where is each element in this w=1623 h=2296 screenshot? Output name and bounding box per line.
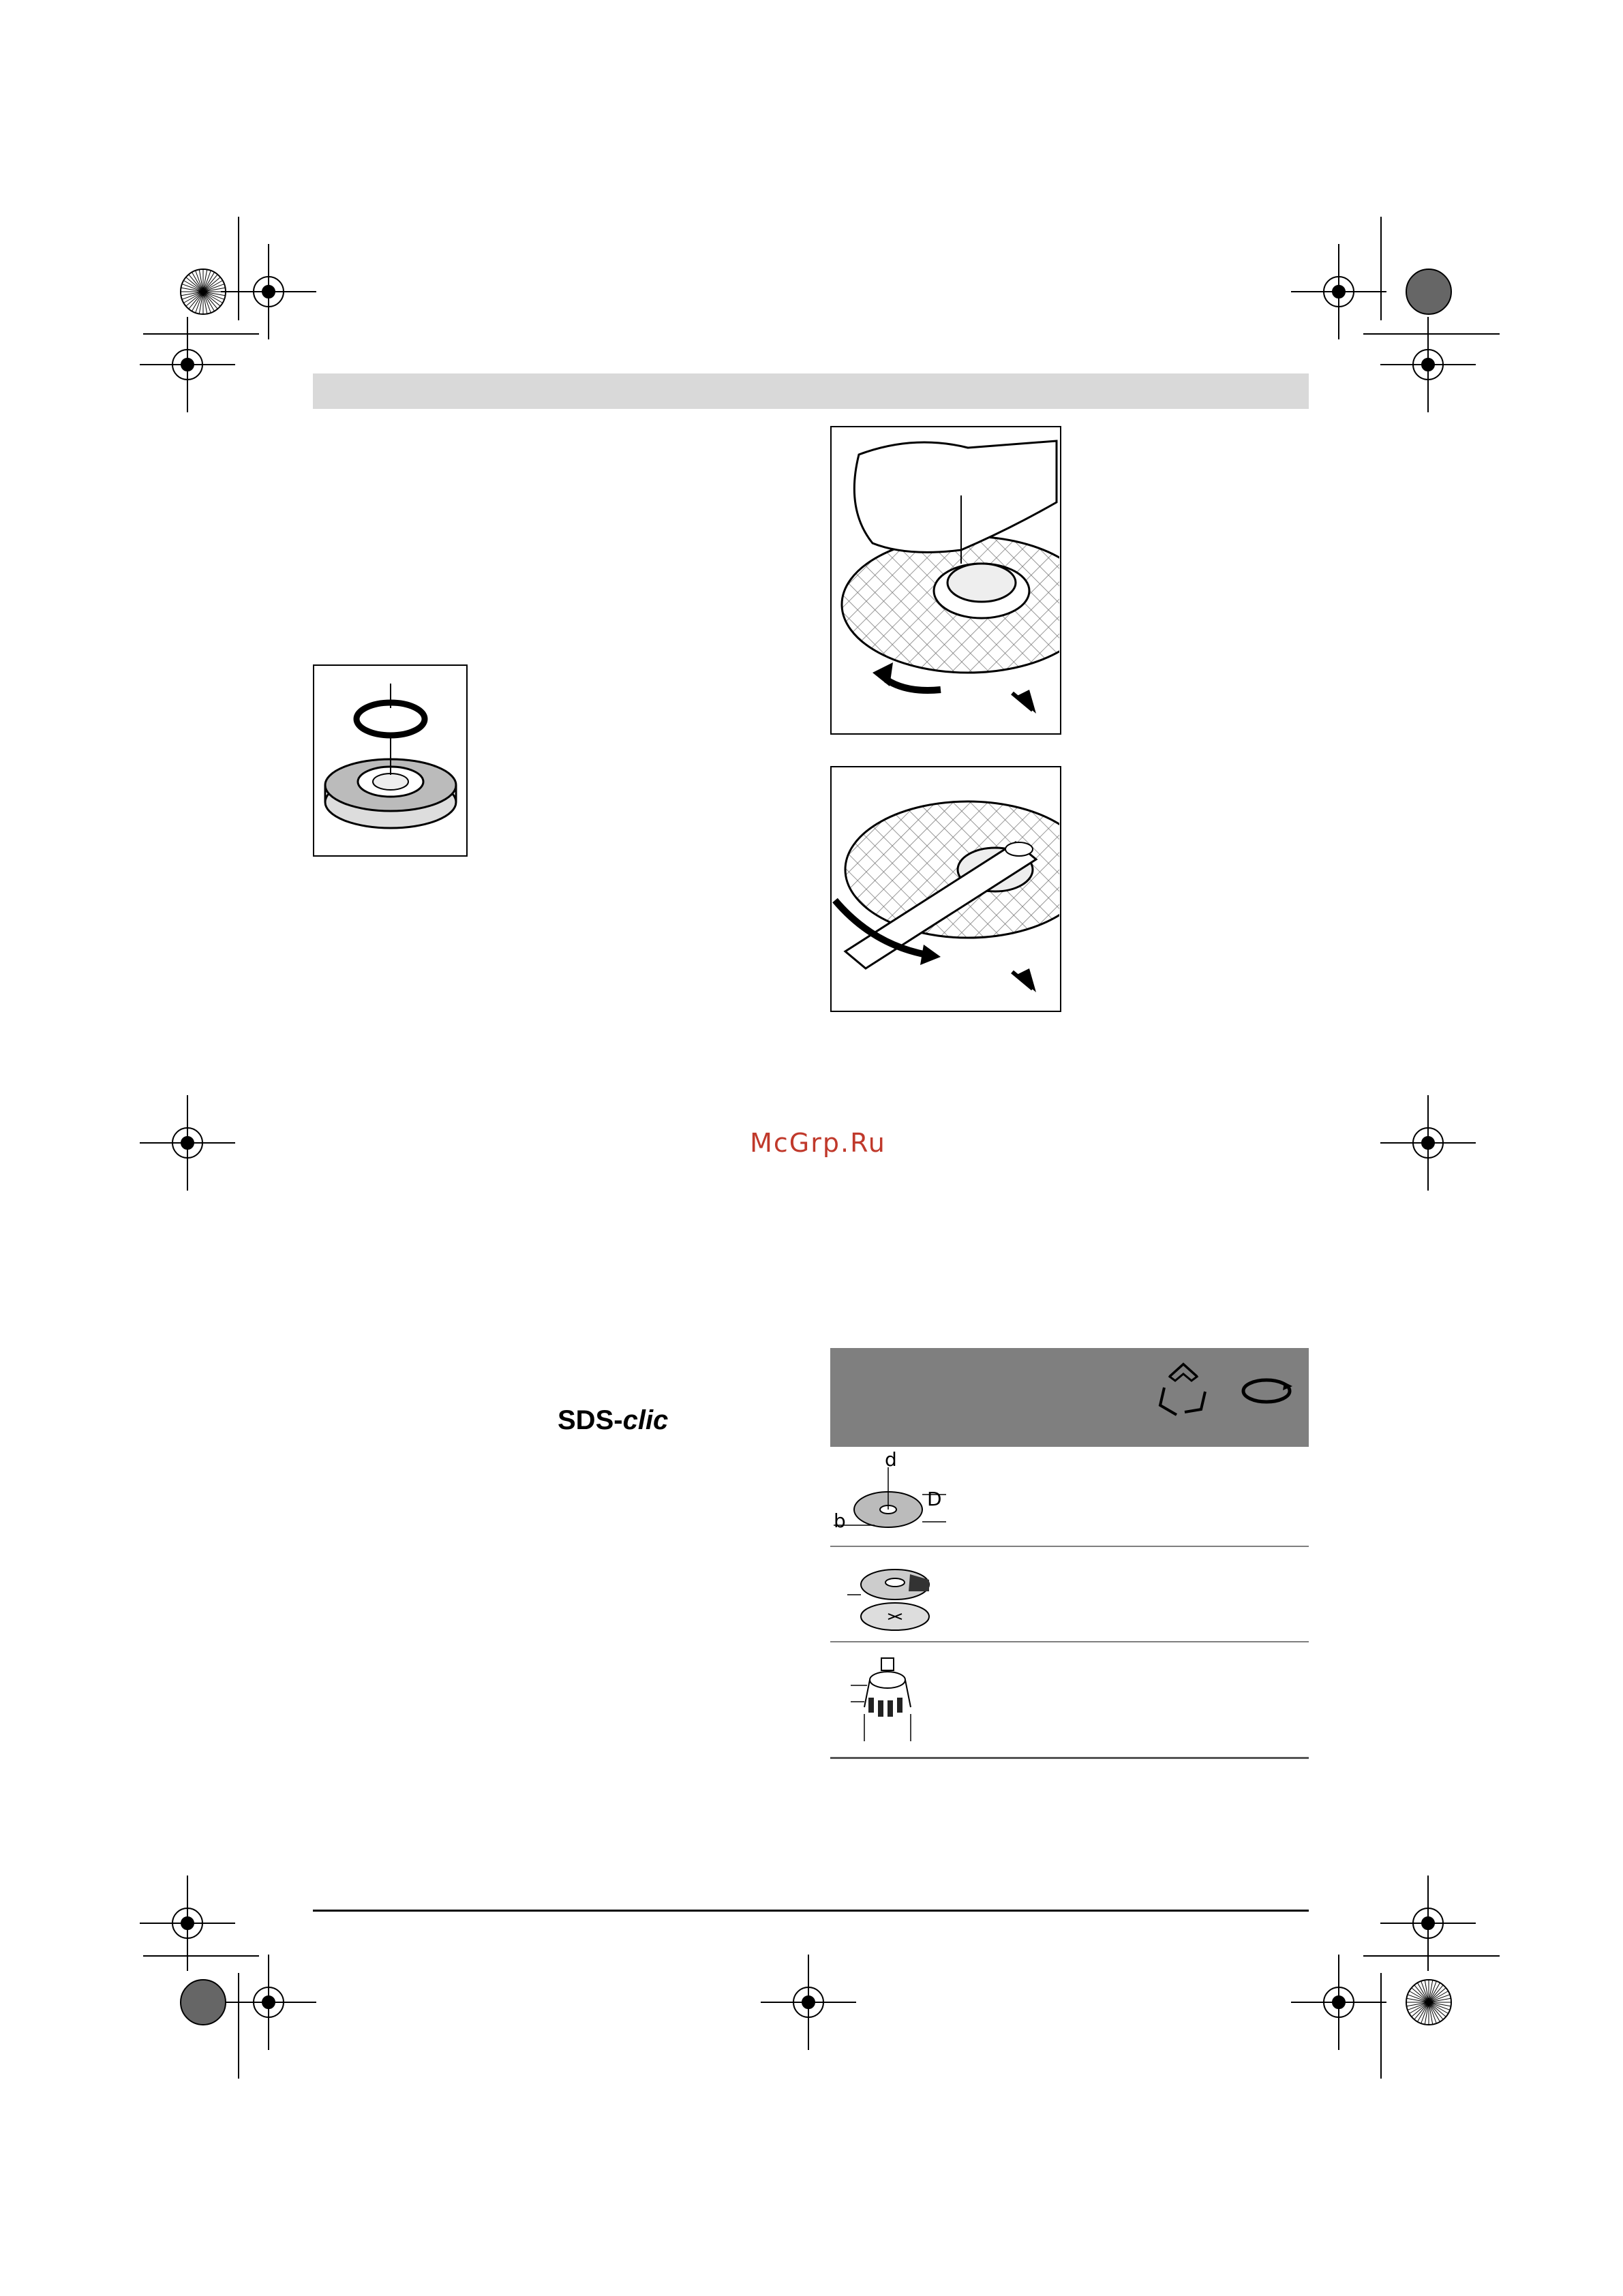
rotation-direction-icon [1239,1374,1294,1408]
hand-nut-illustration [832,427,1059,733]
flange-ring-illustration [314,666,466,855]
wrench-illustration [832,767,1059,1010]
registration-mark-part [1333,286,1345,298]
registration-mark-part [262,286,275,298]
figure-wrench-loosening [830,766,1061,1012]
registration-mark-part [181,1137,194,1149]
table-bottom-rule [830,1757,1309,1759]
cup-brush-icon [844,1653,946,1748]
footer-rule [313,1910,1309,1912]
registration-mark-part [181,1917,194,1929]
accessory-table-header [830,1348,1309,1447]
table-row-grinding-disc [830,1547,1309,1641]
registration-mark-part [1422,1137,1434,1149]
grinding-disc-icon [834,1554,956,1639]
dimension-label-b: b [834,1510,846,1532]
registration-mark-part [1333,1996,1345,2008]
registration-mark-part [1422,358,1434,371]
registration-mark-part [1422,1917,1434,1929]
sds-logo-prefix: SDS- [558,1405,623,1435]
header-bar [313,373,1309,409]
registration-mark-part [1406,269,1451,314]
registration-mark-part [181,358,194,371]
figure-flange-ring [313,664,468,857]
sds-clic-logo [558,1405,668,1436]
recycle-arrows-icon [1149,1356,1217,1424]
figure-hand-fitting-nut [830,426,1061,735]
registration-mark-part [262,1996,275,2008]
dimension-label-d: d [885,1448,897,1471]
table-row-cup-brush [830,1642,1309,1757]
watermark: McGrp.Ru [750,1128,886,1158]
registration-mark-part [181,1980,226,2025]
table-row-cutting-disc [830,1447,1309,1546]
registration-mark-part [802,1996,815,2008]
sds-logo-suffix: clic [622,1405,669,1435]
dimension-label-D: D [927,1488,942,1510]
